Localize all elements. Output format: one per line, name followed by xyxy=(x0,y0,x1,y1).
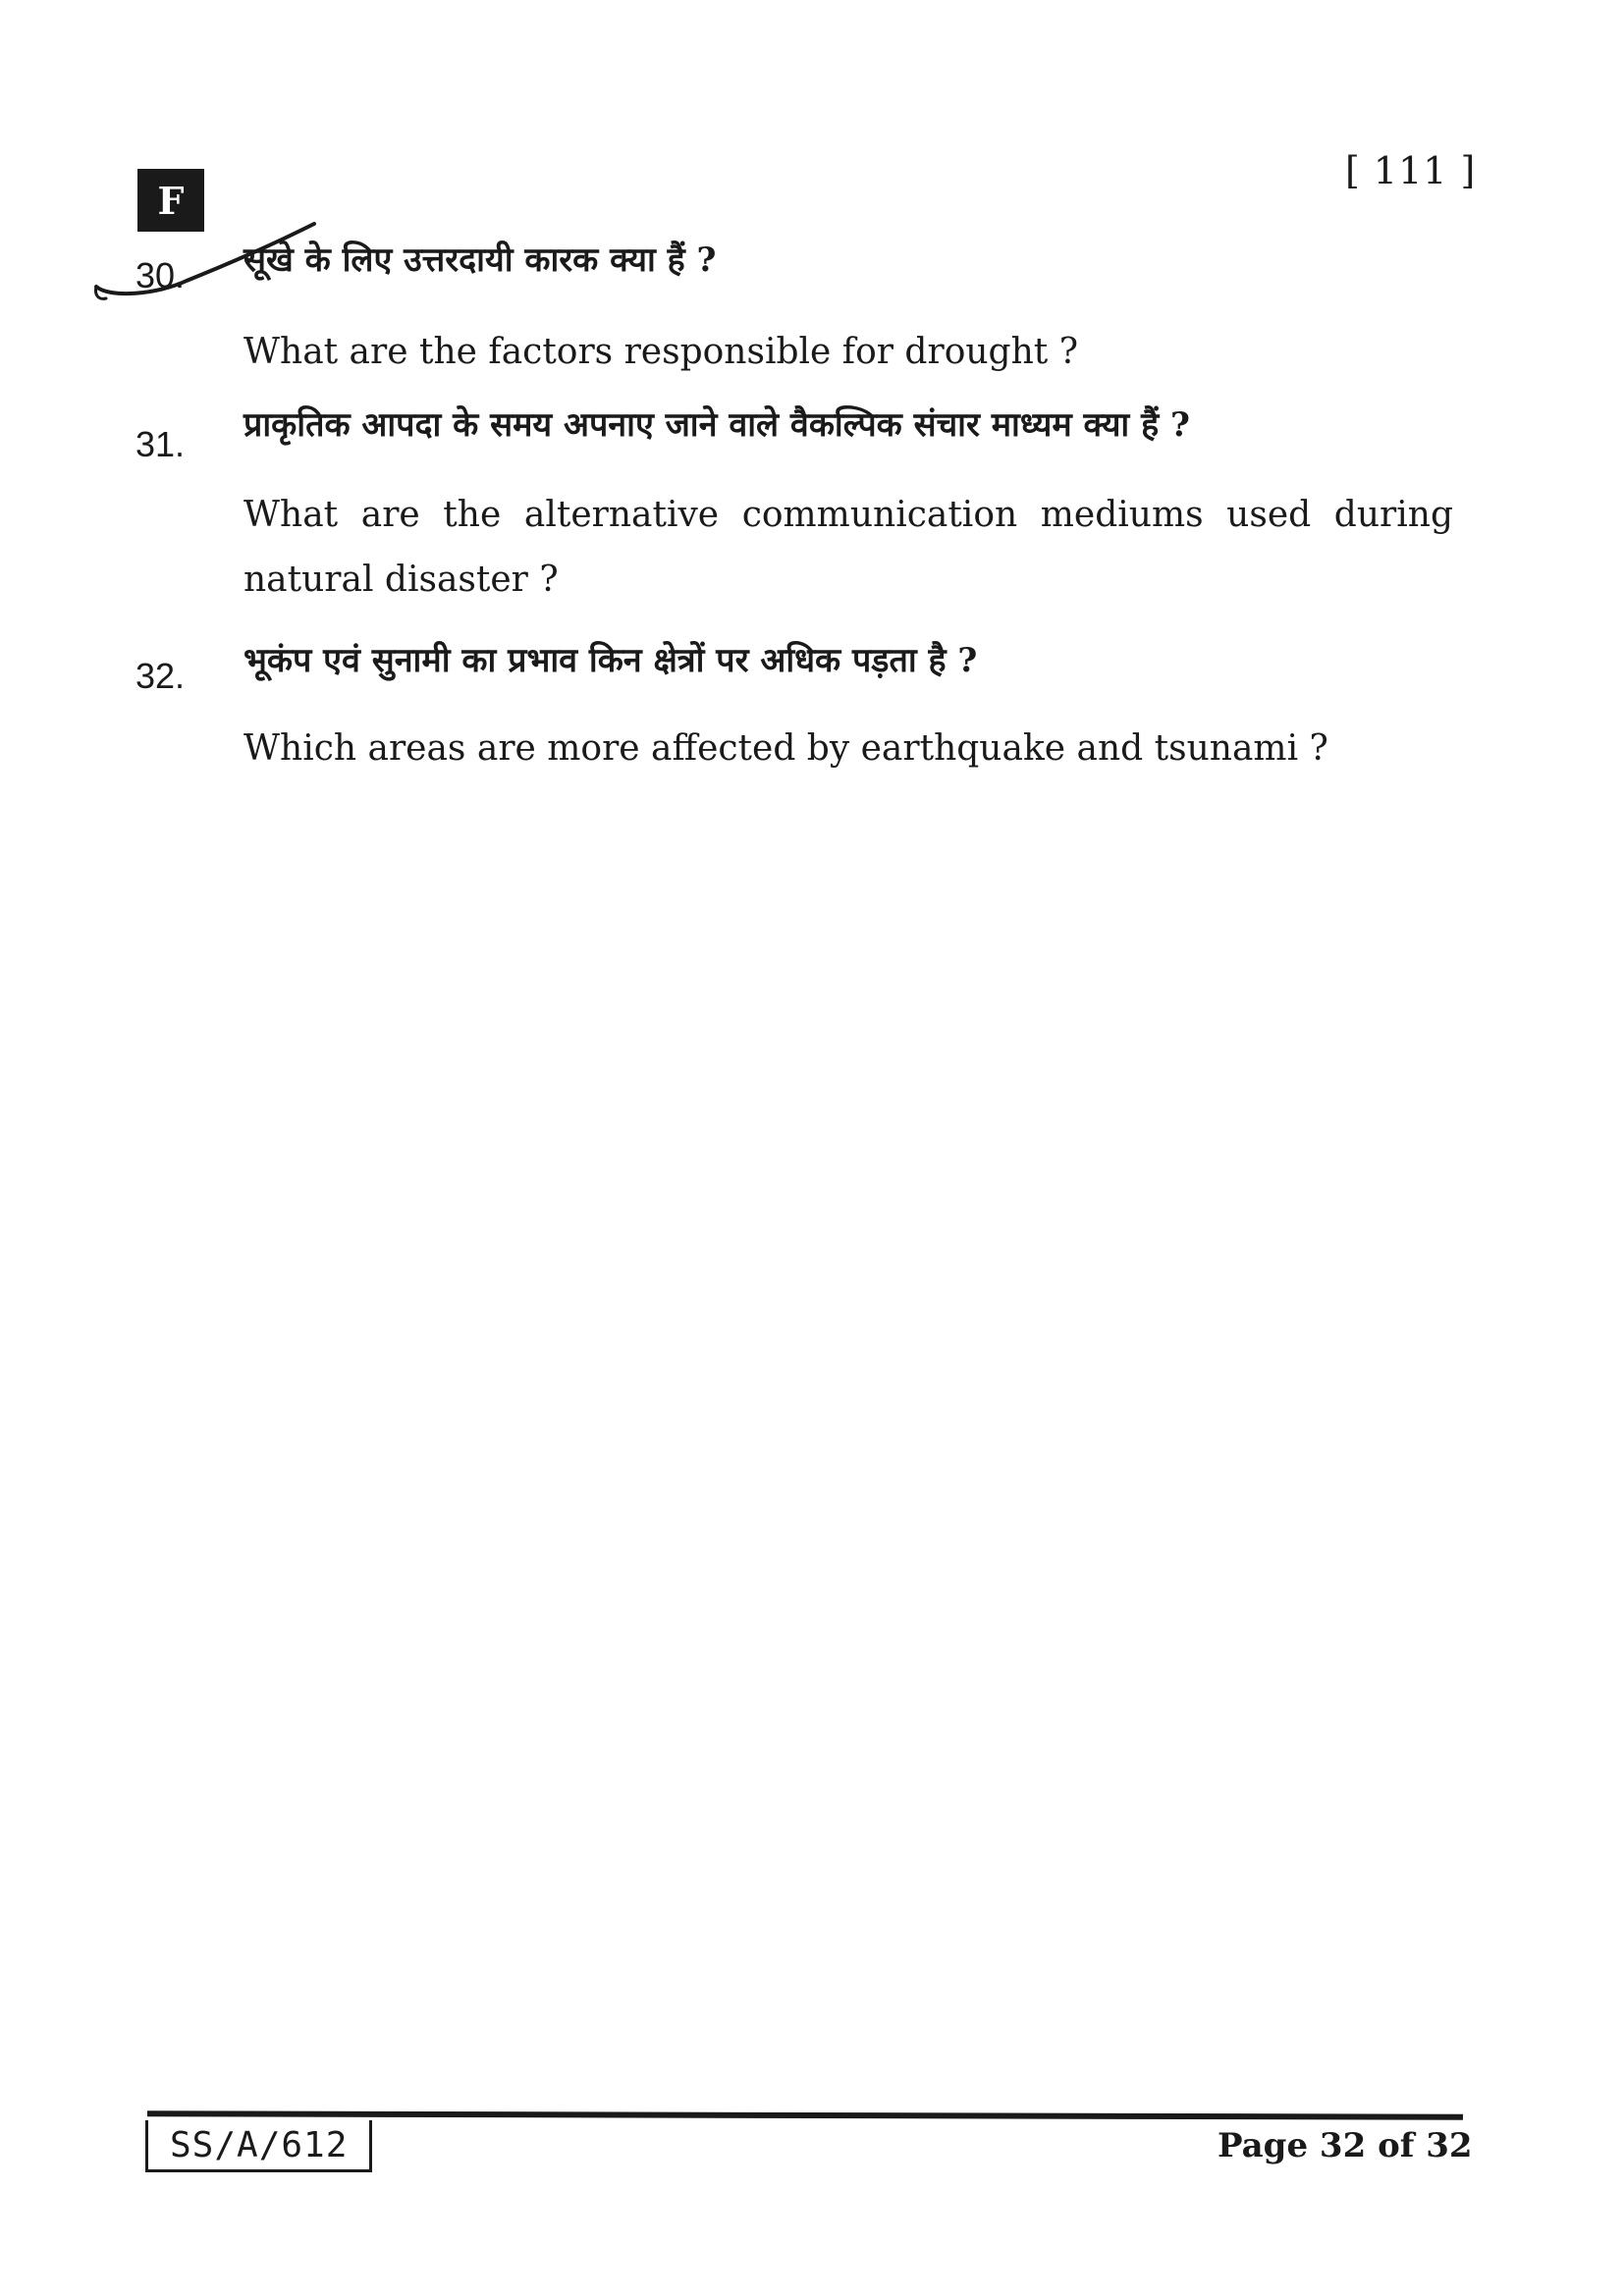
question-number: 32. xyxy=(135,656,186,696)
question-text-hindi: सूखे के लिए उत्तरदायी कारक क्या हैं ? xyxy=(244,240,717,280)
question-text-english: Which areas are more affected by earthquake and tsunami ? xyxy=(244,728,1328,769)
question-number: 31. xyxy=(135,424,186,464)
page-mark: [ 111 ] xyxy=(1345,149,1477,192)
question-text-hindi: प्राकृतिक आपदा के समय अपनाए जाने वाले वैकल्पिक संचार माध्यम क्या हैं ? xyxy=(244,405,1190,445)
set-badge: F xyxy=(137,169,204,232)
page-number: Page 32 of 32 xyxy=(1218,2126,1473,2165)
paper-code: SS/A/612 xyxy=(145,2120,372,2172)
question-number: 30. xyxy=(135,255,186,295)
question-text-hindi: भूकंप एवं सुनामी का प्रभाव किन क्षेत्रों पर अधिक पड़ता है ? xyxy=(244,641,978,680)
question-text-english: What are the alternative communication mediums used during natural disaster ? xyxy=(244,495,1453,600)
question-text-english: What are the factors responsible for drought ? xyxy=(244,332,1078,372)
footer-rule xyxy=(147,2110,1463,2120)
